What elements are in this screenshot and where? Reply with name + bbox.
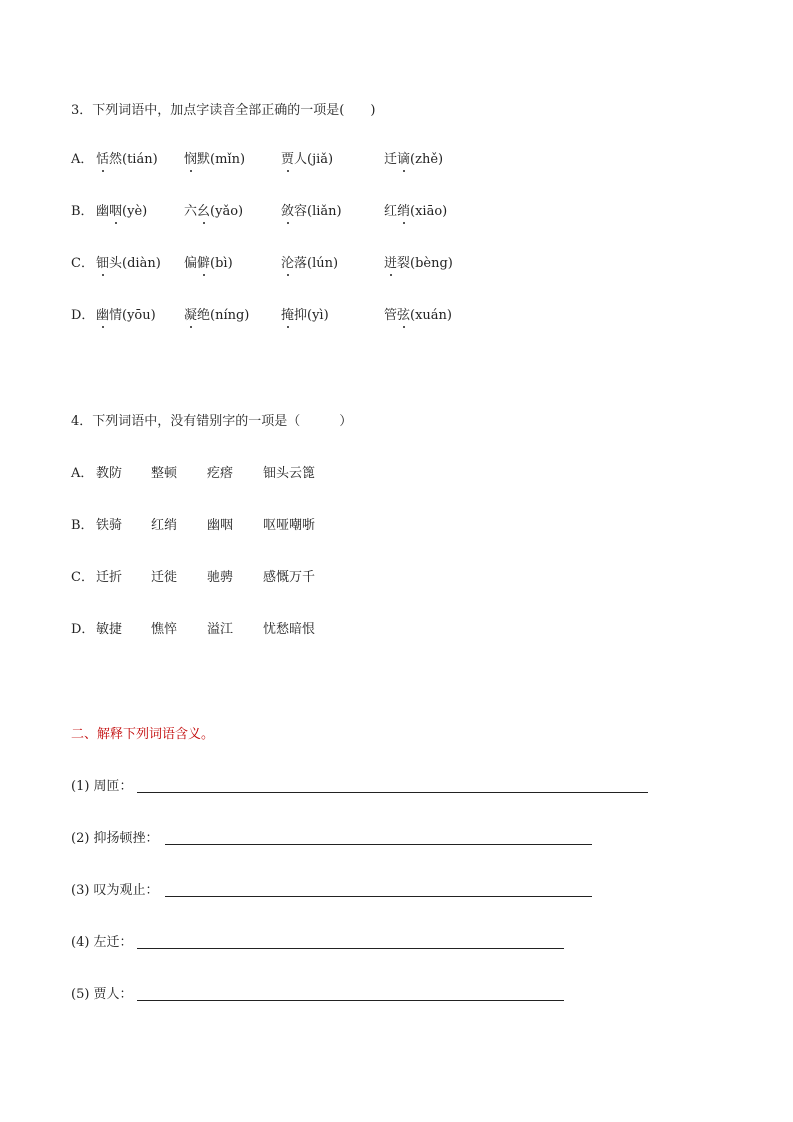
word-rest: (xuán) <box>410 308 453 323</box>
item-number: (3) <box>71 883 94 898</box>
word-pinyin-item <box>184 256 233 272</box>
item-number: (2) <box>71 831 94 846</box>
dotted-char: 凝 <box>184 308 198 323</box>
option-word: 呕哑嘲哳 <box>263 518 316 533</box>
option-word: 溢江 <box>207 622 234 637</box>
word-rest: 头(diàn) <box>109 256 161 271</box>
definition-item <box>71 987 133 1003</box>
word-rest: 绝(níng) <box>197 308 250 323</box>
word-pinyin-item <box>384 204 447 220</box>
option-label: B． <box>71 518 94 533</box>
word-pinyin-item <box>184 204 243 220</box>
item-term: 贾人： <box>93 987 133 1002</box>
option-word: 疙瘩 <box>207 466 234 481</box>
option-word: 敏捷 <box>96 622 123 637</box>
dotted-char: 掩 <box>281 308 295 323</box>
word-char: 红 <box>384 204 398 219</box>
word-rest: (xiāo) <box>410 204 448 219</box>
option-word: 迁徙 <box>151 570 178 585</box>
dotted-char: 贾 <box>281 152 295 167</box>
option-word: 迁折 <box>96 570 123 585</box>
word-rest: (zhě) <box>410 152 444 167</box>
answer-blank-line[interactable] <box>165 844 592 845</box>
question-4-stem: 4．下列词语中，没有错别字的一项是（ ） <box>71 414 353 429</box>
section-2-title: 二、解释下列词语含义。 <box>71 727 215 742</box>
word-rest: 裂(bèng) <box>397 256 453 271</box>
word-rest: (yǎo) <box>210 204 244 219</box>
option-label: D． <box>71 308 95 323</box>
dotted-char: 僻 <box>197 256 211 271</box>
word-pinyin-item <box>184 152 245 168</box>
dotted-char: 咽 <box>109 204 123 219</box>
option-label: C． <box>71 256 94 271</box>
word-pinyin-item <box>384 308 452 324</box>
word-char: 幽 <box>96 204 110 219</box>
word-pinyin-item <box>281 204 342 220</box>
definition-item <box>71 779 133 795</box>
word-pinyin-item <box>281 152 333 168</box>
answer-blank-line[interactable] <box>137 792 648 793</box>
word-rest: 情(yōu) <box>109 308 156 323</box>
word-rest: 抑(yì) <box>294 308 329 323</box>
word-pinyin-item <box>281 308 329 324</box>
word-char: 迁 <box>384 152 398 167</box>
option-word: 铁骑 <box>96 518 123 533</box>
item-number: (1) <box>71 779 94 794</box>
dotted-char: 恬 <box>96 152 110 167</box>
word-pinyin-item <box>281 256 338 272</box>
item-term: 抑扬顿挫： <box>93 831 159 846</box>
word-rest: 默(mǐn) <box>197 152 246 167</box>
answer-blank-line[interactable] <box>137 948 564 949</box>
word-pinyin-item <box>96 152 158 168</box>
word-pinyin-item <box>96 308 156 324</box>
dotted-char: 弦 <box>397 308 411 323</box>
word-char: 管 <box>384 308 398 323</box>
item-term: 周匝： <box>93 779 133 794</box>
word-rest: (yè) <box>122 204 148 219</box>
dotted-char: 幽 <box>96 308 110 323</box>
definition-item <box>71 935 133 951</box>
dotted-char: 幺 <box>197 204 211 219</box>
dotted-char: 迸 <box>384 256 398 271</box>
dotted-char: 敛 <box>281 204 295 219</box>
item-number: (4) <box>71 935 94 950</box>
word-rest: 人(jiǎ) <box>294 152 334 167</box>
word-pinyin-item <box>184 308 249 324</box>
option-word: 红绡 <box>151 518 178 533</box>
option-word: 憔悴 <box>151 622 178 637</box>
definition-item <box>71 831 159 847</box>
option-word: 驰骋 <box>207 570 234 585</box>
item-term: 叹为观止： <box>93 883 159 898</box>
word-rest: 容(liǎn) <box>294 204 342 219</box>
question-3-stem: 3．下列词语中，加点字读音全部正确的一项是( ) <box>71 103 376 118</box>
dotted-char: 悯 <box>184 152 198 167</box>
item-term: 左迁： <box>93 935 133 950</box>
option-word: 整顿 <box>151 466 178 481</box>
option-label: A． <box>71 466 94 481</box>
word-pinyin-item <box>96 256 161 272</box>
option-label: D． <box>71 622 95 637</box>
option-label: C． <box>71 570 94 585</box>
option-word: 幽咽 <box>207 518 234 533</box>
dotted-char: 钿 <box>96 256 110 271</box>
word-pinyin-item <box>384 152 443 168</box>
dotted-char: 沦 <box>281 256 295 271</box>
word-pinyin-item <box>384 256 453 272</box>
dotted-char: 谪 <box>397 152 411 167</box>
word-rest: 落(lún) <box>294 256 339 271</box>
option-word: 感慨万千 <box>263 570 316 585</box>
dotted-char: 绡 <box>397 204 411 219</box>
answer-blank-line[interactable] <box>165 896 592 897</box>
word-rest: (bì) <box>210 256 233 271</box>
word-pinyin-item <box>96 204 147 220</box>
word-char: 偏 <box>184 256 198 271</box>
option-word: 钿头云篦 <box>263 466 316 481</box>
option-label: B． <box>71 204 94 219</box>
option-label: A． <box>71 152 94 167</box>
option-word: 忧愁暗恨 <box>263 622 316 637</box>
item-number: (5) <box>71 987 94 1002</box>
option-word: 教防 <box>96 466 123 481</box>
word-char: 六 <box>184 204 198 219</box>
definition-item <box>71 883 159 899</box>
answer-blank-line[interactable] <box>137 1000 564 1001</box>
word-rest: 然(tián) <box>109 152 158 167</box>
